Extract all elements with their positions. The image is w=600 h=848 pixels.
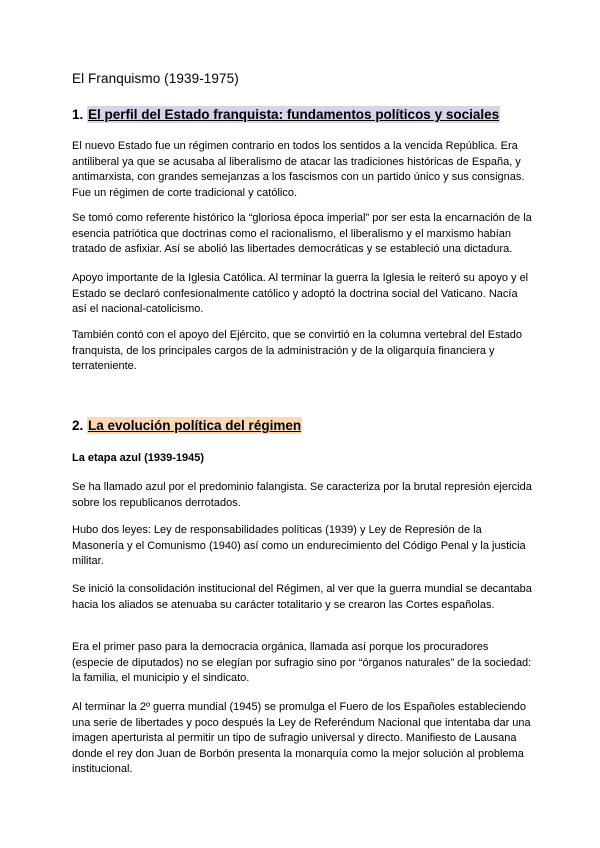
- section-1-title: El perfil del Estado franquista: fundamentos políticos y sociales: [88, 107, 500, 122]
- section-2-number: 2.: [72, 418, 84, 433]
- section-1-heading: [72, 107, 500, 122]
- section-2-heading: [72, 418, 302, 433]
- section-1-paragraph: También contó con el apoyo del Ejército, que se convirtió en la columna vertebral del Estado franquista, de los principales cargos de la administración y de la oligarquía financiera y terrateniente.: [72, 329, 523, 373]
- section-2-paragraph: Al terminar la 2º guerra mundial (1945) se promulga el Fuero de los Españoles estableciendo una serie de libertades y poco después la Ley de Referéndum Nacional que intentaba dar una imagen aperturista al permitir un tipo de sufragio universal y directo. Manifiesto de Lausana donde el rey don Juan de Borbón presenta la monarquía como la mejor solución al problema institucional.: [72, 701, 531, 776]
- section-1-paragraph: El nuevo Estado fue un régimen contrario en todos los sentidos a la vencida República. Era antiliberal ya que se acusaba al liberalismo de atacar las tradiciones históricas de España, y antimarxista, con grandes semejanzas a los fascismos con un partido único y sus consignas. Fue un régimen de corte tradicional y católico.: [72, 140, 525, 199]
- section-2-title: La evolución política del régimen: [88, 418, 302, 433]
- section-2-paragraph: Se inició la consolidación institucional del Régimen, al ver que la guerra mundial se decantaba hacia los aliados se atenuaba su carácter totalitario y se crearon las Cortes españolas.: [72, 583, 532, 611]
- section-2-paragraph: Era el primer paso para la democracia orgánica, llamada así porque los procuradores (especie de diputados) no se elegían por sufragio sino por “órganos naturales” de la sociedad: la familia, el municipio y el sindicato.: [72, 641, 532, 685]
- section-1-paragraph: Se tomó como referente histórico la “gloriosa época imperial” por ser esta la encarnación de la esencia patriótica que doctrinas como el racionalismo, el liberalismo y el marxismo habían tratado de asfixiar. Así se abolió las libertades democráticas y se estableció una dictadura.: [72, 212, 532, 256]
- section-2-paragraph: Hubo dos leyes: Ley de responsabilidades políticas (1939) y Ley de Represión de la Masonería y el Comunismo (1940) así como un endurecimiento del Código Penal y la justicia militar.: [72, 524, 526, 568]
- document-title: El Franquismo (1939-1975): [72, 71, 239, 86]
- section-2-paragraph: Se ha llamado azul por el predominio falangista. Se caracteriza por la brutal represión ejercida sobre los republicanos derrotados.: [72, 481, 532, 509]
- section-2-subheading: La etapa azul (1939-1945): [72, 452, 205, 464]
- section-1-number: 1.: [72, 107, 84, 122]
- section-1-paragraph: Apoyo importante de la Iglesia Católica. Al terminar la guerra la Iglesia le reiteró su apoyo y el Estado se declaró confesionalmente católico y adoptó la doctrina social del Vaticano. Nacía así el nacional-catolicismo.: [72, 272, 529, 316]
